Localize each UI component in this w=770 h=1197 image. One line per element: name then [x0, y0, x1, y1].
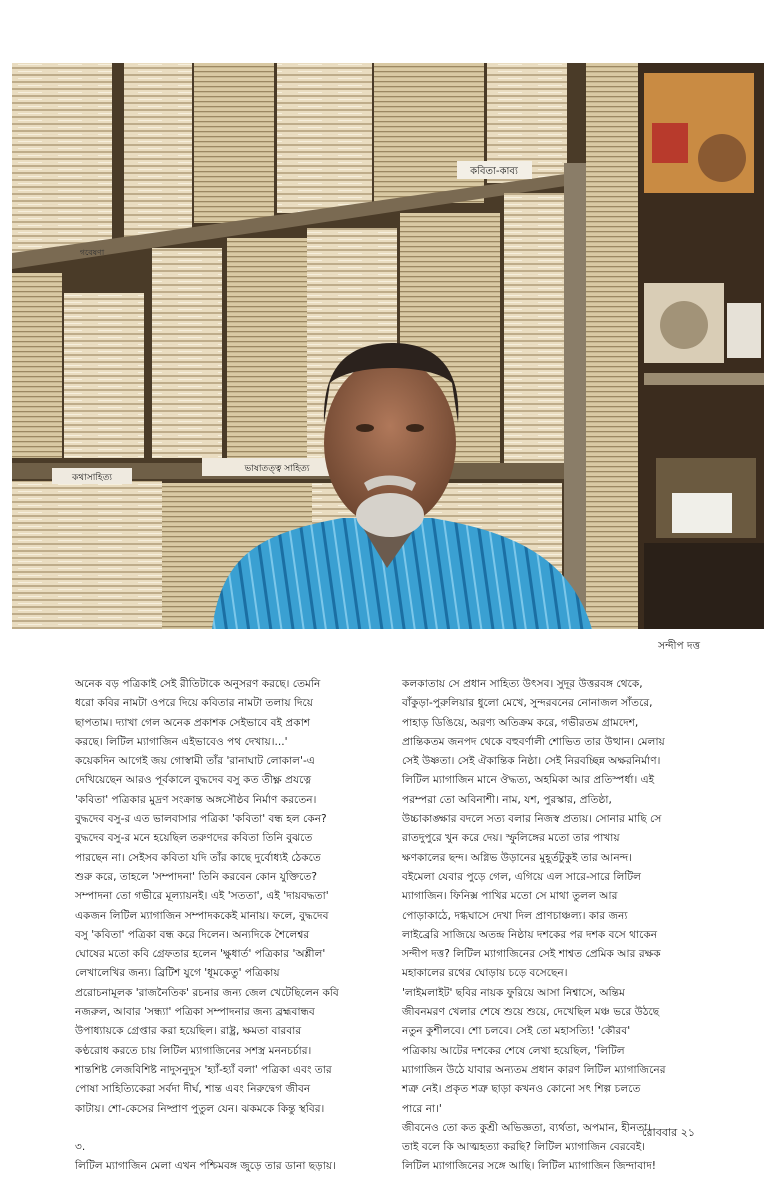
- article-line: দেখিয়েছেন আরও পূর্বকালে বুদ্ধদেব বসু কত তীক্ষ্ণ প্রযত্নে: [75, 774, 312, 787]
- article-line: ম্যাগাজিন। ফিনিক্স পাখির মতো সে মাথা তুলল আর: [402, 890, 618, 903]
- article-line: কয়েকদিন আগেই জয় গোস্বামী তাঁর 'রানাঘাট লোকাল'-এ: [75, 755, 315, 768]
- article-line: পত্রিকায় আটের দশকের শেষে লেখা হয়েছিল, 'লিটিল: [402, 1044, 625, 1057]
- article-line: লেখালেখির জন্য। ব্রিটিশ যুগে 'ধূমকেতু' পত্রিকায়: [75, 967, 280, 980]
- article-line: পোড়াকাঠে, দগ্ধঘাসে দেখা দিল প্রাণচাঞ্চল্য। কার জন্য: [402, 909, 628, 922]
- article-line: একজন লিটিল ম্যাগাজিন সম্পাদককেই মানায়। ফলে, বুদ্ধদেব: [75, 909, 329, 922]
- article-line: ৩.: [75, 1141, 86, 1154]
- shelf-label-research: গবেষণা: [79, 248, 105, 257]
- article-column-left: [75, 675, 370, 1177]
- article-line: লাইব্রেরি সাজিয়ে অতন্দ্র নিষ্ঠায় দশকের পর দশক বসে থাকেন: [402, 928, 658, 941]
- article-line: উপাধ্যায়কে গ্রেপ্তার করা হয়েছিল। রাষ্ট্র, ক্ষমতা বারবার: [75, 1025, 302, 1038]
- article-line: লিটিল ম্যাগাজিন মানে ঔদ্ধত্য, অহমিকা আর প্রতিস্পর্ধা। এই: [402, 774, 655, 787]
- article-line: 'কবিতা' পত্রিকার মুদ্রণ সংক্রান্ত অঙ্গসৌষ্ঠব নির্মাণ করতেন।: [75, 793, 317, 806]
- article-line: ঘোষের মতো কবি গ্রেফতার হলেন 'ক্ষুধার্ত' পত্রিকার 'অশ্লীল': [75, 948, 326, 961]
- article-line: পোষা সাহিত্যিকেরা সর্বদা দীর্ঘ, শান্ত এবং নিরুদ্বেগ জীবন: [75, 1083, 311, 1096]
- article-line: করছে। লিটিল ম্যাগাজিন এইভাবেও পথ দেখায়।...': [75, 735, 288, 748]
- shelf-label-poetry: কবিতা-কাব্য: [470, 166, 518, 177]
- article-line: উচ্চাকাঙ্ক্ষার বদলে সত্য বলার নিজস্ব প্রত্যয়। সোনার মাছি সে: [402, 813, 662, 826]
- article-line: লিটিল ম্যাগাজিন মেলা এখন পশ্চিমবঙ্গ জুড়ে তার ডানা ছড়ায়।: [75, 1160, 336, 1173]
- article-line: [75, 1119, 370, 1138]
- article-line: ক্ষণকালের ছন্দ। অগ্নিভ উড়ানের মুহূর্তটুকুই তার আনন্দ।: [402, 851, 633, 864]
- article-line: বাঁকুড়া-পুরুলিয়ার ধুলো মেখে, সুন্দরবনের নোনাজল সাঁতরে,: [402, 697, 653, 710]
- photo-credit: সন্দীপ দত্ত: [658, 640, 700, 652]
- article-line: শুরু করে, তাহলে 'সম্পাদনা' তিনি করবেন কোন যুক্তিতে?: [75, 870, 317, 883]
- article-line: পাহাড় ডিঙিয়ে, অরণ্য অতিক্রম করে, গভীরতম গ্রামদেশ,: [402, 716, 639, 729]
- article-line: বসু 'কবিতা' পত্রিকা বন্ধ করে দিলেন। অন্যদিকে শৈলেশ্বর: [75, 928, 310, 941]
- article-line: শত্রু নেই। প্রকৃত শত্রু ছাড়া কখনও কোনো সৎ শিল্প চলতে: [402, 1083, 641, 1096]
- article-line: কাটায়। শো-কেসের নিষ্প্রাণ পুতুল যেন। ঝকমকে কিন্তু স্থবির।: [75, 1102, 325, 1115]
- shelf-label-fiction: কথাসাহিত্য: [72, 473, 112, 483]
- article-line: রাতদুপুরে খুন করে দেয়। স্ফুলিঙ্গের মতো তার পাখায়: [402, 832, 620, 845]
- article-line: সন্দীপ দত্ত? লিটিল ম্যাগাজিনের সেই শাশ্বত প্রেমিক আর রক্ষক: [402, 948, 661, 961]
- article-line: বুদ্ধদেব বসু-র এত ভালবাসার পত্রিকা 'কবিতা' বন্ধ হল কেন?: [75, 813, 327, 826]
- cover-photo: [12, 63, 764, 629]
- article-line: পারে না।': [402, 1102, 442, 1115]
- article-line: জীবনমরণ খেলার শেষে শুয়ে শুয়ে, দেখেছিল মঞ্চ ভরে উঠছে: [402, 1006, 660, 1019]
- article-line: কণ্ঠরোধ করতে চায় লিটিল ম্যাগাজিনের সশস্ত্র মননচর্চার।: [75, 1044, 312, 1057]
- article-line: সেই উষ্ণতা। সেই ঐকান্তিক নিষ্ঠা। সেই নিরবচ্ছিন্ন অক্ষরনির্মাণ।: [402, 755, 661, 768]
- article-line: ধরো কবির নামটা ওপরে দিয়ে কবিতার নামটা তলায় দিয়ে: [75, 697, 314, 710]
- article-line: নতুন কুশীলবে। শো চলবে। সেই তো মহাসত্যি! 'কৌরব': [402, 1025, 631, 1038]
- article-line: পরম্পরা তো অবিনাশী। নাম, যশ, পুরস্কার, প্রতিষ্ঠা,: [402, 793, 612, 806]
- article-line: লিটিল ম্যাগাজিনের সঙ্গে আছি। লিটিল ম্যাগাজিন জিন্দাবাদ!: [402, 1160, 657, 1173]
- article-line: তাই বলে কি আত্মহত্যা করছি? লিটিল ম্যাগাজিন বেরবেই।: [402, 1141, 646, 1154]
- article-line: প্ররোচনামূলক 'রাজনৈতিক' রচনার জন্য জেল খেটেছিলেন কবি: [75, 986, 339, 999]
- shelf-label-linguistics: ভাষাতত্ত্ব সাহিত্য: [244, 464, 310, 474]
- article-line: ম্যাগাজিন উঠে যাবার অন্যতম প্রধান কারণ লিটিল ম্যাগাজিনের: [402, 1063, 666, 1076]
- article-line: বুদ্ধদেব বসু-র মনে হয়েছিল তরুণদের কবিতা তিনি বুঝতে: [75, 832, 313, 845]
- article-column-right: [402, 675, 702, 1177]
- article-line: সম্পাদনা তো গভীরে মূল্যায়নই। এই 'সততা', এই 'দায়বদ্ধতা': [75, 890, 329, 903]
- article-line: বইমেলা যেবার পুড়ে গেল, এগিয়ে এল সারে-সারে লিটিল: [402, 870, 642, 883]
- page-folio: রোববার ২১: [642, 1126, 695, 1139]
- article-line: অনেক বড় পত্রিকাই সেই রীতিটাকে অনুসরণ করছে। তেমনি: [75, 678, 321, 690]
- article-line: নজরুল, আবার 'সন্ধ্যা' পত্রিকা সম্পাদনার জন্য ব্রহ্মবান্ধব: [75, 1006, 315, 1019]
- article-line: প্রান্তিকতম জনপদ থেকে বহুবর্ণালী শোভিত তার উত্থান। মেলায়: [402, 735, 665, 748]
- article-line: 'লাইমলাইট' ছবির নায়ক ফুরিয়ে আসা নিশ্বাসে, অন্তিম: [402, 986, 625, 999]
- article-line: শান্তশিষ্ট লেজবিশিষ্ট নাদুসনুদুস 'হ্যাঁ-হ্যাঁ বলা' পত্রিকা এবং তার: [75, 1063, 332, 1076]
- article-line: ছাপতাম। দ্যাখা গেল অনেক প্রকাশক সেইভাবে বই প্রকাশ: [75, 716, 311, 729]
- article-line: মহাকালের রথের ঘোড়ায় চড়ে বসেছেন।: [402, 967, 568, 980]
- article-line: জীবনেও তো কত কুশ্রী অভিজ্ঞতা, ব্যর্থতা, অপমান, হীনতা।: [402, 1121, 652, 1134]
- article-line: পারছেন না। সেইসব কবিতা যদি তাঁর কাছে দুর্বোধ্যই ঠেকতে: [75, 851, 321, 864]
- article-line: কলকাতায় সে প্রধান সাহিত্য উৎসব। সুদূর উত্তরবঙ্গ থেকে,: [402, 678, 643, 690]
